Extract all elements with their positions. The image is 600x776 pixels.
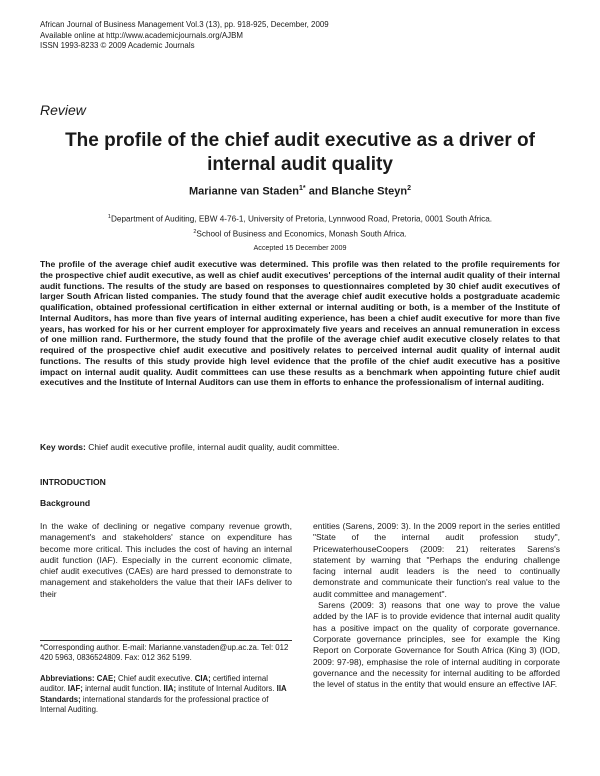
author-line [40, 185, 560, 198]
abbrev-definition: Chief audit executive. [115, 674, 195, 683]
affiliation-text: Department of Auditing, EBW 4-76-1, University of Pretoria, Lynnwood Road, Pretoria, 0001 South Africa. [110, 214, 493, 224]
right-column [313, 521, 560, 690]
footnote-divider [40, 640, 292, 641]
author-affiliation-mark: 1* [299, 185, 306, 192]
journal-citation: African Journal of Business Management Vol.3 (13), pp. 918-925, December, 2009 [40, 20, 329, 29]
abbrev-term: CAE; [96, 674, 116, 683]
article-title: The profile of the chief audit executive as a driver of internal audit quality [65, 130, 535, 175]
abbrev-definition: internal audit function. [82, 684, 164, 694]
body-paragraph: entities (Sarens, 2009: 3). In the 2009 report in the series entitled "State of the internal audit profession study", PricewaterhouseCoopers (2009: 21) reiterates Sarens's statement by warning that "Perhaps the enduring challenge facing internal audit leaders is the need to continually demonstrate and communicate their function's real value to the audit committee and management". [313, 521, 560, 599]
abbreviations-label: Abbreviations: [40, 674, 95, 683]
section-heading-introduction: INTRODUCTION [40, 477, 106, 487]
accepted-date: Accepted 15 December 2009 [253, 243, 347, 252]
subsection-heading-background: Background [40, 498, 91, 508]
affiliation-mark: 1 [107, 214, 111, 220]
corresponding-author-note: *Corresponding author. E-mail: Marianne.vanstaden@up.ac.za. Tel: 012 420 5963, 0836524809. Fax: 012 362 5199. [40, 643, 289, 663]
abbrev-term: IIA; [163, 684, 177, 694]
author-name: Marianne van Staden [188, 185, 300, 198]
abbreviations-note [40, 674, 292, 715]
affiliations [40, 211, 560, 240]
author-affiliation-mark: 2 [407, 185, 412, 192]
abstract: The profile of the average chief audit executive was determined. This profile was then related to the profile requirements for the prospective chief audit executive, as well as chief audit executives' perceptions of the internal audit quality of their internal audit functions. The results of the study are based on responses to questionnaires completed by 30 chief audit executives of larger South African listed companies. The study found that the average chief audit executive holds a postgraduate academic qualification, obtained professional certification in either external or internal auditing or both, is a member of the Institute of Internal Auditors, has more than five years of internal auditing experience, has been a chief audit executive for more than five years, has worked for his or her current employer for approximately five years and receives an annual remuneration in excess of one million rand. Furthermore, the study found that the profile of the average chief audit executive closely relates to that required of the prospective chief audit executive and positively relates to perceived internal audit quality of internal audit functions. The results of this study provide high level evidence that the profile of the chief audit executive has a positive impact on internal audit quality. Audit committees can use these results as a benchmark when appointing future chief audit executives and the Institute of Internal Auditors can use them in efforts to enhance the professionalism of internal auditing. [40, 259, 560, 388]
body-paragraph: In the wake of declining or negative company revenue growth, management's and stakeholders' stance on expenditure has become more critical. This includes the cost of having an internal audit function (IAF). Especially in the current economic climate, chief audit executives (CAEs) are hard pressed to demonstrate to management and stakeholders the value that their IAFs deliver to their [40, 521, 292, 599]
body-paragraph: Sarens (2009: 3) reasons that one way to prove the value added by the IAF is to provide evidence that internal audit quality has a positive impact on the quality of corporate governance. Corporate governance principles, see for example the King Report on Corporate Governance for South Africa (King 3) (IOD, 2009: 97-98), emphasise the role of internal auditing in corporate governance and the necessity for internal auditing to be afforded the level of status in the entity that would ensure an effective IAF. [313, 600, 560, 690]
abbrev-definition: international standards for the professional practice of Internal Auditing. [40, 694, 269, 714]
left-column [40, 521, 292, 600]
abbrev-definition: certified internal auditor. [40, 674, 268, 694]
keywords-label: Key words: [40, 442, 86, 452]
affiliation-line [40, 211, 560, 226]
keywords [40, 442, 560, 452]
affiliation-text: School of Business and Economics, Monash South Africa. [196, 229, 407, 239]
abbrev-definition: institute of Internal Auditors. [176, 684, 277, 694]
keywords-text: Chief audit executive profile, internal audit quality, audit committee. [85, 442, 340, 452]
affiliation-mark: 2 [193, 228, 197, 235]
abbrev-term: IAF; [67, 684, 83, 694]
abbrev-term: CIA; [194, 674, 211, 683]
journal-url-line: Available online at http://www.academicjournals.org/AJBM [40, 30, 243, 40]
journal-issn: ISSN 1993-8233 © 2009 Academic Journals [40, 41, 195, 50]
author-name: and Blanche Steyn [305, 185, 408, 198]
affiliation-line [40, 226, 560, 241]
journal-header [40, 20, 329, 52]
abbrev-term: IIA Standards; [40, 684, 287, 704]
article-type-label: Review [40, 102, 86, 118]
